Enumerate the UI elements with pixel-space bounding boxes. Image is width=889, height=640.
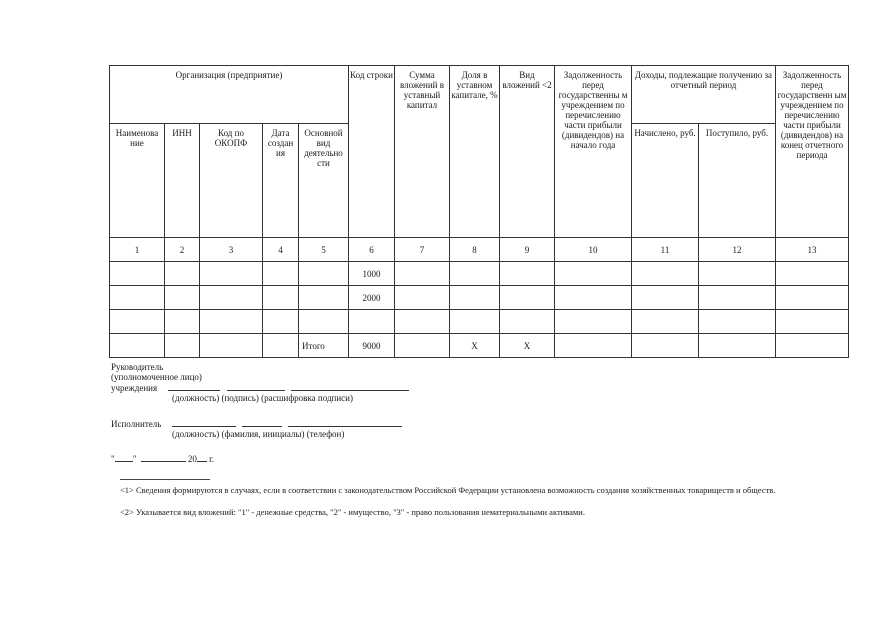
table-cell[interactable] xyxy=(450,286,500,310)
header-accrued: Начислено, руб. xyxy=(632,124,699,238)
column-number: 6 xyxy=(349,238,395,262)
header-name: Наименова ние xyxy=(110,124,165,238)
table-cell[interactable] xyxy=(500,262,555,286)
table-row xyxy=(110,262,849,286)
executor-label: Исполнитель xyxy=(111,419,162,429)
header-organization: Организация (предприятие) xyxy=(110,66,349,124)
table-cell[interactable] xyxy=(110,310,165,334)
executor-signature-block xyxy=(111,418,402,439)
table-cell[interactable] xyxy=(555,334,632,358)
column-number: 1 xyxy=(110,238,165,262)
column-number: 4 xyxy=(263,238,299,262)
year-prefix: 20 xyxy=(187,454,197,464)
year-suffix: г. xyxy=(209,454,215,464)
table-cell[interactable] xyxy=(200,286,263,310)
table-cell[interactable] xyxy=(776,286,849,310)
table-cell[interactable] xyxy=(450,310,500,334)
head-signature-block xyxy=(111,362,409,403)
header-inn: ИНН xyxy=(165,124,200,238)
table-cell[interactable] xyxy=(110,286,165,310)
table-cell[interactable] xyxy=(450,262,500,286)
table-cell[interactable] xyxy=(200,310,263,334)
footnote-separator xyxy=(120,479,210,480)
date-line: " " 20 г. xyxy=(111,454,215,464)
table-cell[interactable] xyxy=(165,262,200,286)
row-code-cell: 1000 xyxy=(349,262,395,286)
header-debt-start: Задолженность перед государственны м учреждением по перечислению части прибыли (дивидендов) на начало года xyxy=(555,66,632,238)
table-row xyxy=(110,286,849,310)
header-received: Поступило, руб. xyxy=(699,124,776,238)
table-cell[interactable] xyxy=(632,334,699,358)
column-number: 12 xyxy=(699,238,776,262)
head-title: Руководитель xyxy=(111,362,164,372)
table-cell[interactable] xyxy=(632,286,699,310)
header-income: Доходы, подлежащие получению за отчетный период xyxy=(632,66,776,124)
signature-decode-line[interactable] xyxy=(291,382,409,391)
investment-table xyxy=(109,65,849,358)
signature-line[interactable] xyxy=(227,382,285,391)
column-number: 5 xyxy=(299,238,349,262)
footnote-2: <2> Указывается вид вложений: "1" - денежные средства, "2" - имущество, "3" - право пользования нематериальными активами. xyxy=(120,507,585,517)
column-number: 10 xyxy=(555,238,632,262)
table-cell[interactable] xyxy=(299,310,349,334)
head-subtitle: (уполномоченное лицо) xyxy=(111,372,202,382)
table-cell[interactable] xyxy=(299,262,349,286)
column-number: 3 xyxy=(200,238,263,262)
table-cell[interactable] xyxy=(263,286,299,310)
table-cell[interactable] xyxy=(165,334,200,358)
table-row xyxy=(110,310,849,334)
table-cell[interactable] xyxy=(299,286,349,310)
table-cell[interactable] xyxy=(632,310,699,334)
column-number: 9 xyxy=(500,238,555,262)
header-investment-type: Вид вложений <2 xyxy=(500,66,555,238)
table-cell[interactable] xyxy=(395,286,450,310)
table-cell[interactable] xyxy=(699,262,776,286)
header-row-code: Код строки xyxy=(349,66,395,238)
table-cell[interactable] xyxy=(500,310,555,334)
table-cell[interactable] xyxy=(776,334,849,358)
table-cell[interactable] xyxy=(110,334,165,358)
table-cell[interactable] xyxy=(200,334,263,358)
column-number: 2 xyxy=(165,238,200,262)
table-cell[interactable] xyxy=(165,310,200,334)
row-code-cell: 2000 xyxy=(349,286,395,310)
column-number: 11 xyxy=(632,238,699,262)
day-field[interactable] xyxy=(115,453,133,462)
table-cell[interactable] xyxy=(395,334,450,358)
executor-caption: (должность) (фамилия, инициалы) (телефон) xyxy=(172,429,345,439)
head-caption: (должность) (подпись) (расшифровка подписи) xyxy=(172,393,353,403)
header-main-activity: Основной вид деятельно сти xyxy=(299,124,349,238)
table-cell[interactable] xyxy=(200,262,263,286)
total-row xyxy=(110,334,849,358)
row-code-cell xyxy=(349,310,395,334)
executor-name-line[interactable] xyxy=(242,418,282,427)
position-line[interactable] xyxy=(168,382,220,391)
table-cell[interactable] xyxy=(165,286,200,310)
executor-phone-line[interactable] xyxy=(288,418,402,427)
table-cell[interactable] xyxy=(632,262,699,286)
table-cell[interactable] xyxy=(776,310,849,334)
month-field[interactable] xyxy=(141,453,186,462)
column-number-row xyxy=(110,238,849,262)
header-debt-end: Задолженность перед государственн ым учреждением по перечислению части прибыли (дивидендов) на конец отчетного периода xyxy=(776,66,849,238)
row-code-cell: 9000 xyxy=(349,334,395,358)
year-field[interactable] xyxy=(197,453,207,462)
table-cell[interactable] xyxy=(110,262,165,286)
table-cell[interactable] xyxy=(699,310,776,334)
header-creation-date: Дата создан ия xyxy=(263,124,299,238)
table-cell[interactable] xyxy=(555,310,632,334)
column-number: 7 xyxy=(395,238,450,262)
header-investment-sum: Сумма вложений в уставный капитал xyxy=(395,66,450,238)
executor-position-line[interactable] xyxy=(172,418,236,427)
total-label: Итого xyxy=(299,334,349,358)
footnote-1: <1> Сведения формируются в случаях, если в соответствии с законодательством Российской Федерации установлена возможность создания хозяйственных товариществ и обществ. xyxy=(120,485,776,495)
header-okopf: Код по ОКОПФ xyxy=(200,124,263,238)
table-cell[interactable] xyxy=(263,310,299,334)
table-cell[interactable] xyxy=(699,286,776,310)
column-number: 13 xyxy=(776,238,849,262)
table-cell[interactable] xyxy=(555,262,632,286)
table-cell[interactable] xyxy=(555,286,632,310)
table-cell[interactable] xyxy=(500,286,555,310)
head-institution-label: учреждения xyxy=(111,383,158,393)
table-cell[interactable] xyxy=(776,262,849,286)
table-cell: X xyxy=(500,334,555,358)
table-cell[interactable] xyxy=(395,262,450,286)
table-cell[interactable] xyxy=(699,334,776,358)
table-cell[interactable] xyxy=(263,334,299,358)
table-cell[interactable] xyxy=(263,262,299,286)
column-number: 8 xyxy=(450,238,500,262)
table-cell[interactable] xyxy=(395,310,450,334)
header-capital-share: Доля в уставном капитале, % xyxy=(450,66,500,238)
table-cell: X xyxy=(450,334,500,358)
